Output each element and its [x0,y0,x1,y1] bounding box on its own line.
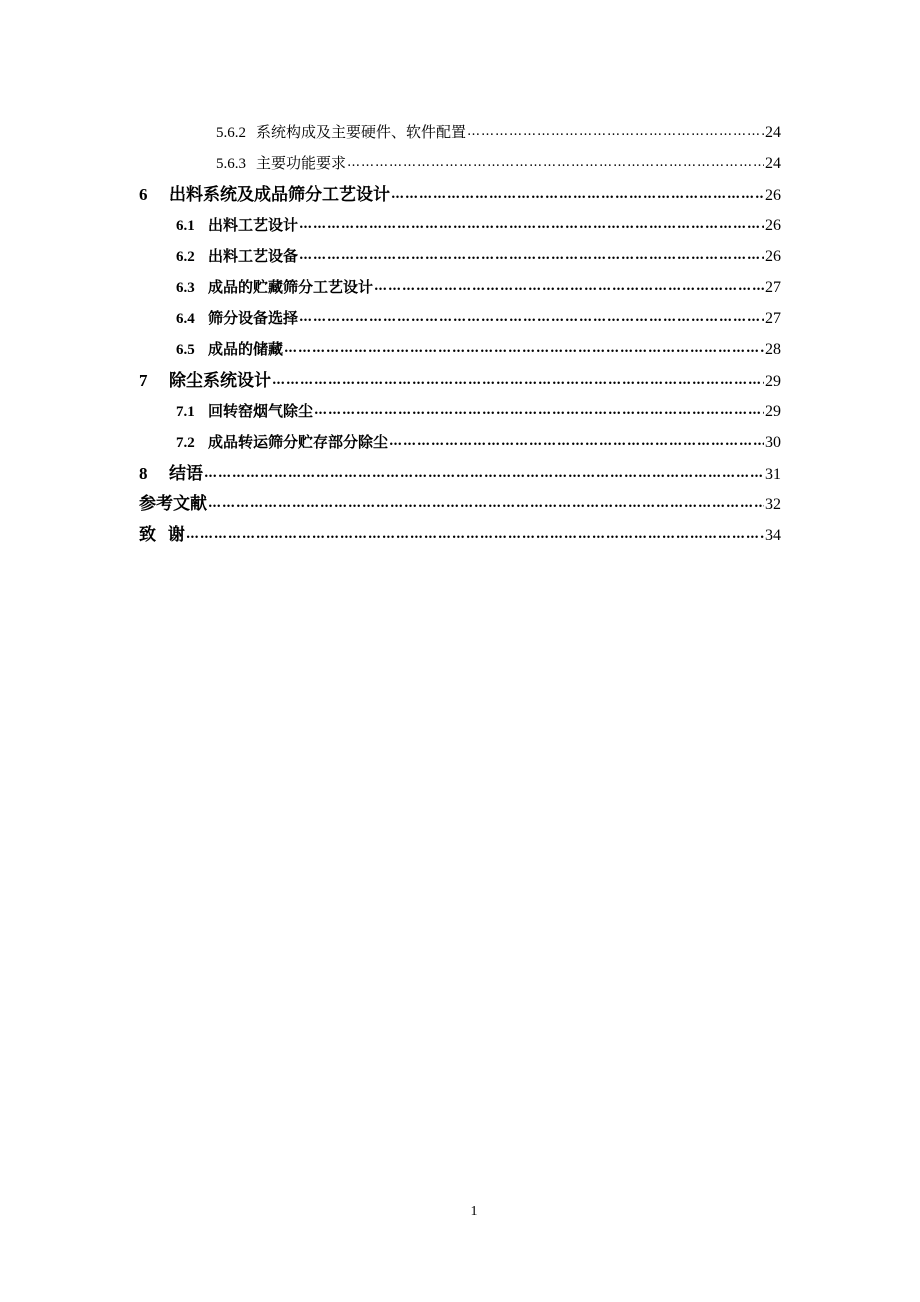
toc-entry-number: 6.3 [176,280,195,296]
toc-entry-title: 成品的储藏 [208,340,284,358]
toc-entry-chapter-8[interactable] [139,458,781,489]
toc-dot-leader [299,209,764,240]
toc-entry-number: 6.4 [176,311,195,327]
toc-entry-5-6-2[interactable] [139,117,781,148]
toc-entry-title: 成品转运筛分贮存部分除尘 [208,433,389,451]
toc-dot-leader [208,488,764,519]
toc-entry-title: 系统构成及主要硬件、软件配置 [256,123,467,141]
toc-entry-title: 出料工艺设计 [208,216,299,234]
toc-dot-leader [347,147,764,178]
toc-entry-title: 出料系统及成品筛分工艺设计 [169,185,390,205]
toc-entry-7-2[interactable] [139,427,781,458]
toc-entry-title: 结语 [169,464,203,484]
toc-entry-page: 31 [765,466,781,483]
toc-entry-7-1[interactable] [139,396,781,427]
toc-dot-leader [314,395,764,426]
toc-dot-leader [374,271,764,302]
table-of-contents [139,117,781,551]
toc-entry-number: 7 [139,371,148,390]
toc-entry-title: 出料工艺设备 [208,247,299,265]
toc-entry-page: 26 [765,187,781,204]
toc-dot-leader [186,519,764,550]
toc-entry-number: 6 [139,185,148,204]
toc-entry-number: 6.1 [176,218,195,234]
toc-entry-page: 28 [765,341,781,358]
toc-entry-page: 30 [765,434,781,451]
toc-dot-leader [467,116,764,147]
toc-entry-page: 27 [765,310,781,327]
toc-entry-title: 主要功能要求 [256,154,347,172]
toc-dot-leader [389,426,764,457]
toc-entry-5-6-3[interactable] [139,148,781,179]
toc-entry-page: 32 [765,496,781,513]
toc-entry-page: 24 [765,155,781,172]
toc-entry-6-2[interactable] [139,241,781,272]
toc-entry-title: 除尘系统设计 [169,371,271,391]
toc-entry-number: 5.6.3 [216,156,246,172]
toc-entry-6-5[interactable] [139,334,781,365]
toc-entry-number: 6.2 [176,249,195,265]
toc-dot-leader [299,240,764,271]
toc-entry-page: 24 [765,124,781,141]
toc-dot-leader [284,333,764,364]
toc-entry-references[interactable] [139,489,781,520]
toc-entry-chapter-7[interactable] [139,365,781,396]
toc-entry-title: 致 谢 [139,525,185,545]
toc-entry-page: 29 [765,373,781,390]
toc-entry-page: 34 [765,527,781,544]
toc-entry-6-3[interactable] [139,272,781,303]
toc-dot-leader [272,365,764,396]
toc-dot-leader [299,302,764,333]
toc-entry-6-4[interactable] [139,303,781,334]
toc-dot-leader [391,179,764,210]
toc-entry-page: 27 [765,279,781,296]
toc-entry-title: 筛分设备选择 [208,309,299,327]
toc-entry-title: 回转窑烟气除尘 [208,402,314,420]
toc-entry-number: 6.5 [176,342,195,358]
toc-entry-number: 5.6.2 [216,125,246,141]
toc-entry-6-1[interactable] [139,210,781,241]
toc-entry-chapter-6[interactable] [139,179,781,210]
toc-entry-number: 8 [139,464,148,483]
toc-entry-title: 参考文献 [139,494,207,514]
toc-entry-acknowledgements[interactable] [139,520,781,551]
toc-entry-title: 成品的贮藏筛分工艺设计 [208,278,374,296]
toc-entry-page: 26 [765,248,781,265]
toc-entry-number: 7.1 [176,404,195,420]
toc-dot-leader [204,458,764,489]
toc-entry-number: 7.2 [176,435,195,451]
toc-entry-page: 26 [765,217,781,234]
page-number: 1 [470,1204,478,1219]
toc-entry-page: 29 [765,403,781,420]
